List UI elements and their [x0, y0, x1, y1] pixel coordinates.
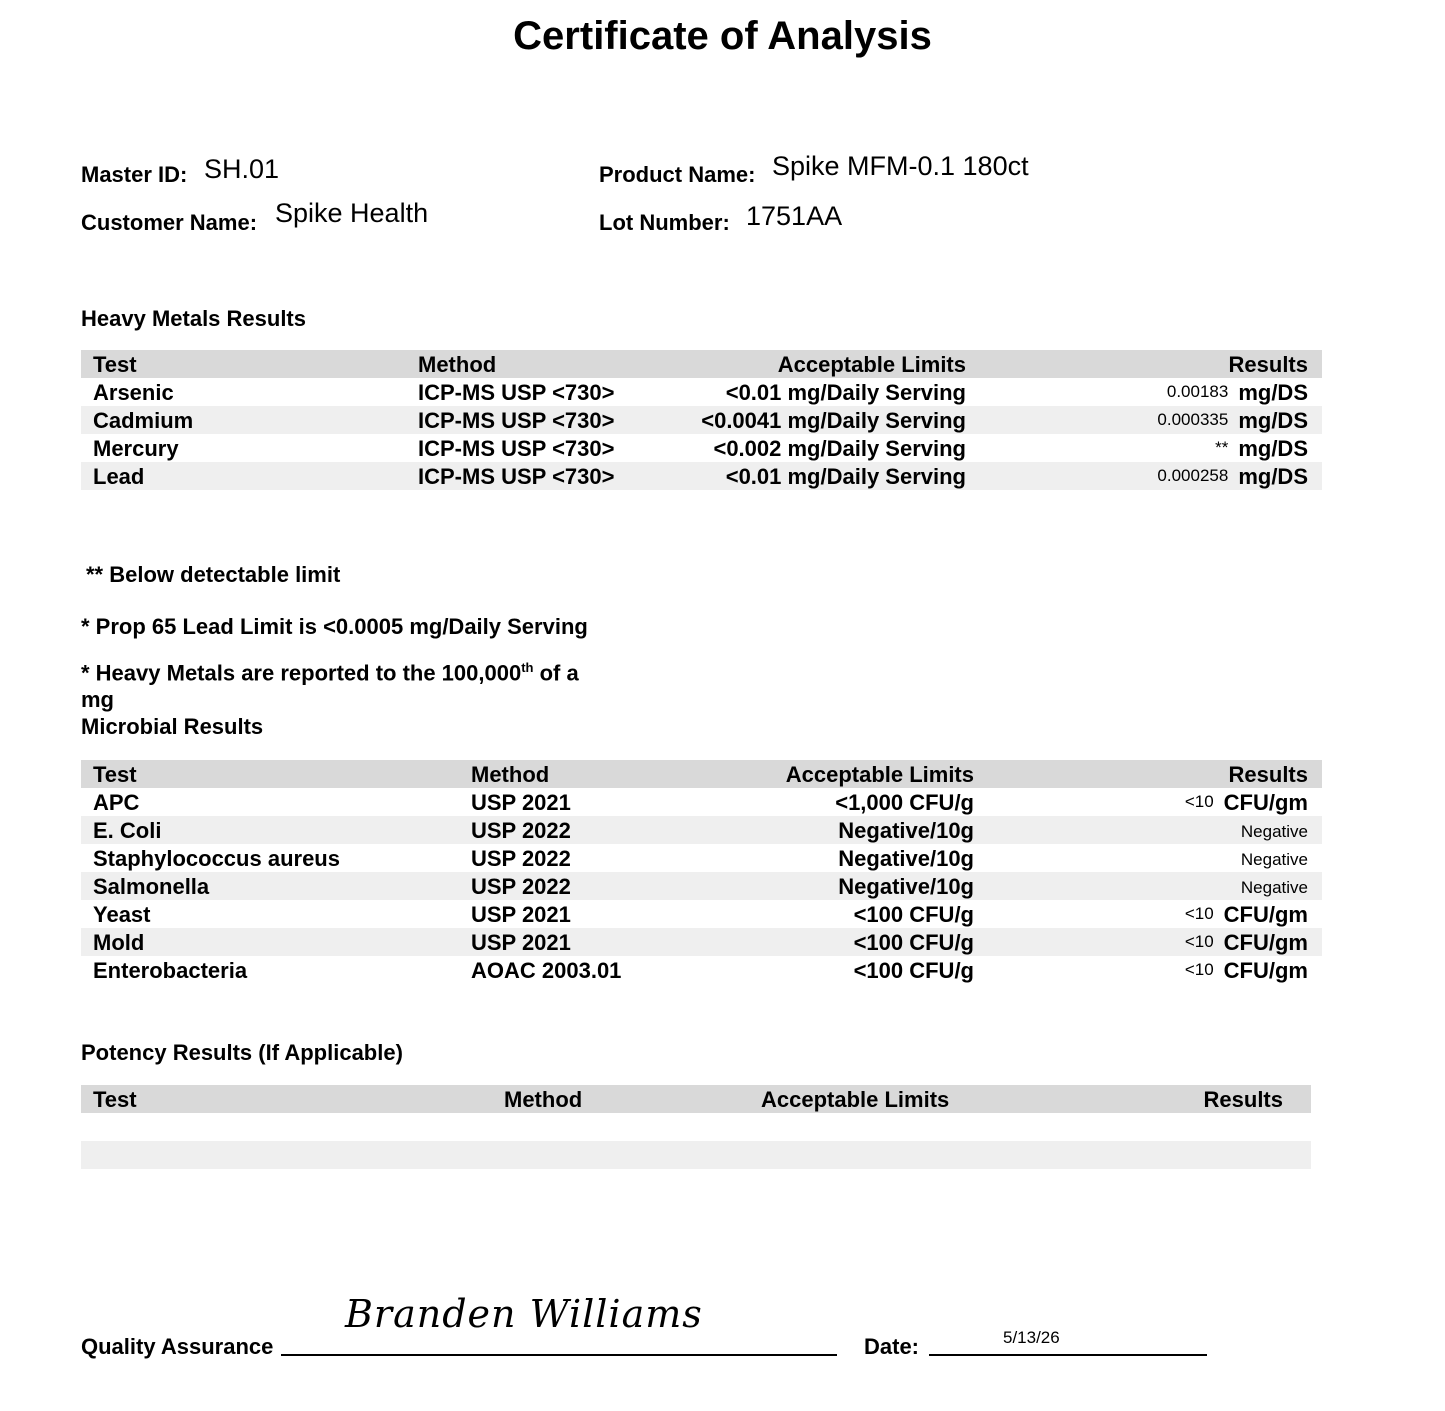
note-reported-sup: th — [521, 660, 534, 675]
potency-col-test: Test — [93, 1087, 137, 1112]
table-row — [81, 462, 1322, 490]
note-reported-unit: mg — [81, 687, 114, 712]
potency-col-limits: Acceptable Limits — [761, 1087, 950, 1112]
result-value: Negative — [1240, 878, 1308, 897]
result-cell — [1241, 818, 1308, 844]
acceptable-limit: <100 CFU/g — [853, 958, 974, 983]
table-row — [81, 900, 1322, 928]
page-title: Certificate of Analysis — [513, 14, 932, 58]
test-method: USP 2021 — [471, 930, 571, 955]
potency-empty-row — [81, 1113, 1311, 1141]
acceptable-limit: <0.0041 mg/Daily Serving — [701, 408, 966, 433]
test-name: Mold — [93, 930, 145, 955]
lot-number-value: 1751AA — [746, 201, 843, 231]
table-row — [81, 434, 1322, 462]
result-unit: mg/DS — [1238, 380, 1308, 405]
date-label: Date: — [864, 1334, 920, 1359]
heavy_metals-col-method: Method — [418, 352, 497, 377]
test-method: ICP-MS USP <730> — [418, 464, 615, 489]
heavy-metals-title: Heavy Metals Results — [81, 306, 306, 331]
heavy_metals-col-limits: Acceptable Limits — [777, 352, 966, 377]
microbial-col-test: Test — [93, 762, 137, 787]
result-cell — [1185, 790, 1308, 816]
test-name: Yeast — [93, 902, 151, 927]
result-unit: CFU/gm — [1223, 930, 1308, 955]
test-name: Cadmium — [93, 408, 194, 433]
test-name: Staphylococcus aureus — [93, 846, 340, 871]
table-row — [81, 788, 1322, 816]
result-cell — [1215, 436, 1308, 462]
note-reported-tail: of a — [533, 660, 579, 686]
table-row — [81, 406, 1322, 434]
result-value: ** — [1215, 438, 1229, 457]
test-name: Enterobacteria — [93, 958, 248, 983]
result-value: <10 — [1184, 904, 1214, 923]
test-method: USP 2022 — [471, 874, 571, 899]
result-cell — [1241, 846, 1308, 872]
master-id-label: Master ID: — [81, 162, 188, 187]
result-cell — [1157, 464, 1308, 490]
test-name: Lead — [93, 464, 145, 489]
test-method: USP 2022 — [471, 846, 571, 871]
result-cell — [1185, 930, 1308, 956]
test-method: AOAC 2003.01 — [471, 958, 622, 983]
table-row — [81, 378, 1322, 406]
heavy_metals-col-test: Test — [93, 352, 137, 377]
test-method: ICP-MS USP <730> — [418, 408, 615, 433]
test-name: Salmonella — [93, 874, 210, 899]
acceptable-limit: Negative/10g — [838, 818, 974, 843]
acceptable-limit: Negative/10g — [838, 874, 974, 899]
microbial-title: Microbial Results — [81, 714, 264, 739]
qa-label: Quality Assurance — [81, 1334, 274, 1359]
note-reported-to — [81, 660, 641, 686]
acceptable-limit: <100 CFU/g — [853, 902, 974, 927]
result-cell — [1157, 408, 1308, 434]
customer-name-value: Spike Health — [275, 198, 429, 228]
result-value: <10 — [1184, 792, 1214, 811]
table-row — [81, 956, 1322, 984]
result-value: <10 — [1184, 932, 1214, 951]
microbial-col-limits: Acceptable Limits — [785, 762, 974, 787]
result-value: Negative — [1240, 822, 1308, 841]
potency-col-results: Results — [1203, 1087, 1283, 1112]
table-row — [81, 816, 1322, 844]
test-method: USP 2021 — [471, 902, 571, 927]
potency-col-method: Method — [504, 1087, 583, 1112]
microbial-col-method: Method — [471, 762, 550, 787]
product-name-label: Product Name: — [599, 162, 756, 187]
test-name: E. Coli — [93, 818, 162, 843]
product-name-value: Spike MFM-0.1 180ct — [772, 151, 1029, 181]
signature-line — [281, 1354, 837, 1356]
table-row — [81, 872, 1322, 900]
result-unit: mg/DS — [1238, 464, 1308, 489]
signature: Branden Williams — [345, 1292, 703, 1336]
result-unit: CFU/gm — [1223, 902, 1308, 927]
heavy_metals-header-row — [81, 350, 1322, 378]
result-value: 0.00183 — [1166, 382, 1229, 401]
potency-header-row — [81, 1085, 1311, 1113]
result-cell — [1241, 874, 1308, 900]
heavy_metals-col-results: Results — [1228, 352, 1308, 377]
test-name: Arsenic — [93, 380, 174, 405]
result-unit: mg/DS — [1238, 408, 1308, 433]
result-cell — [1185, 902, 1308, 928]
test-method: ICP-MS USP <730> — [418, 436, 615, 461]
microbial-header-row — [81, 760, 1322, 788]
master-id-value: SH.01 — [204, 154, 280, 184]
acceptable-limit: <100 CFU/g — [853, 930, 974, 955]
test-name: Mercury — [93, 436, 179, 461]
table-row — [81, 844, 1322, 872]
acceptable-limit: <1,000 CFU/g — [835, 790, 974, 815]
result-value: 0.000335 — [1157, 410, 1229, 429]
result-cell — [1185, 958, 1308, 984]
date-line — [929, 1354, 1207, 1356]
result-value: 0.000258 — [1157, 466, 1229, 485]
test-method: ICP-MS USP <730> — [418, 380, 615, 405]
result-unit: CFU/gm — [1223, 958, 1308, 983]
table-row — [81, 928, 1322, 956]
note-reported-text: * Heavy Metals are reported to the 100,000 — [81, 660, 522, 686]
acceptable-limit: <0.002 mg/Daily Serving — [713, 436, 966, 461]
test-method: USP 2022 — [471, 818, 571, 843]
microbial-col-results: Results — [1228, 762, 1308, 787]
result-cell — [1167, 380, 1308, 406]
result-unit: CFU/gm — [1223, 790, 1308, 815]
result-unit: mg/DS — [1238, 436, 1308, 461]
lot-number-label: Lot Number: — [599, 210, 730, 235]
customer-name-label: Customer Name: — [81, 210, 258, 235]
date-value: 5/13/26 — [1003, 1328, 1060, 1347]
acceptable-limit: <0.01 mg/Daily Serving — [725, 464, 966, 489]
potency-title: Potency Results (If Applicable) — [81, 1040, 403, 1065]
note-prop65: * Prop 65 Lead Limit is <0.0005 mg/Daily Serving — [81, 614, 588, 639]
test-name: APC — [93, 790, 140, 815]
test-method: USP 2021 — [471, 790, 571, 815]
result-value: Negative — [1240, 850, 1308, 869]
potency-empty-row — [81, 1141, 1311, 1169]
note-below-detectable: ** Below detectable limit — [86, 562, 341, 587]
acceptable-limit: Negative/10g — [838, 846, 974, 871]
acceptable-limit: <0.01 mg/Daily Serving — [725, 380, 966, 405]
result-value: <10 — [1184, 960, 1214, 979]
